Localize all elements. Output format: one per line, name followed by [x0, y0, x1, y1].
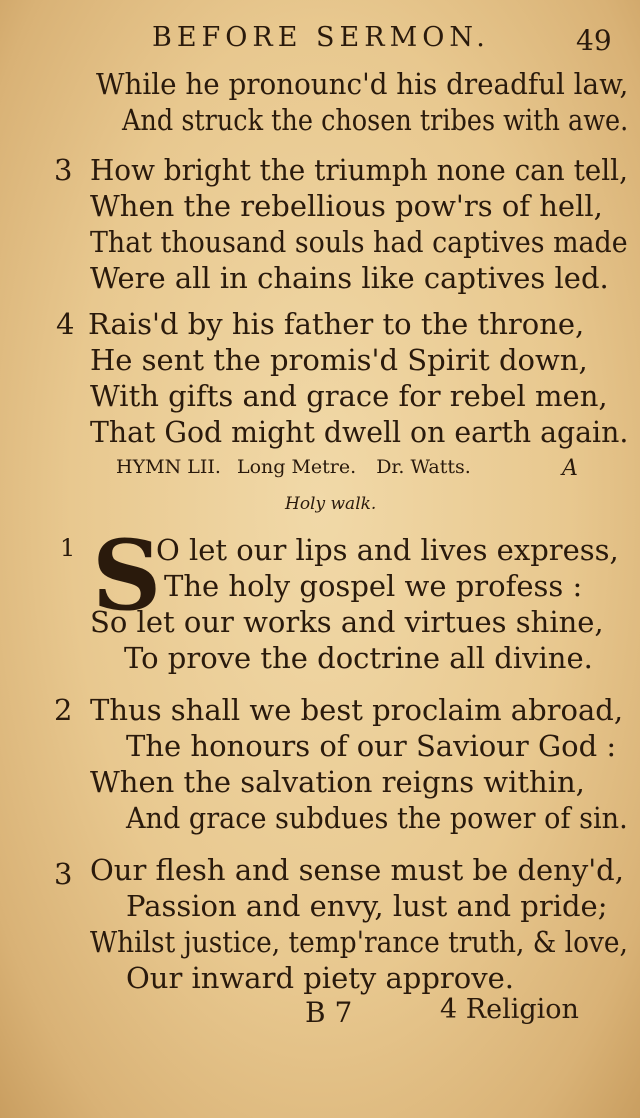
hymn-number: HYMN LII. — [116, 456, 221, 478]
verse-line: To prove the doctrine all divine. — [124, 641, 593, 675]
page-number: 49 — [576, 24, 612, 57]
verse-line: Rais'd by his father to the throne, — [88, 307, 585, 341]
verse-line: With gifts and grace for rebel men, — [90, 379, 608, 413]
verse-number: 4 — [56, 307, 75, 341]
verse-line: Our flesh and sense must be deny'd, — [90, 853, 624, 887]
catchword: 4 Religion — [440, 994, 579, 1025]
hymn-title — [116, 456, 578, 481]
verse-line: Our inward piety approve. — [126, 961, 515, 995]
verse-line: That God might dwell on earth again. — [90, 415, 629, 449]
drop-cap: S — [92, 519, 162, 632]
running-head: BEFORE SERMON. — [152, 22, 490, 53]
verse-line: O let our lips and lives express, — [156, 533, 619, 567]
verse-line: Whilst justice, temp'rance truth, & love, — [90, 925, 628, 959]
hymn-meter: Long Metre. — [236, 456, 357, 478]
verse-number: 3 — [54, 857, 73, 891]
verse-line: When the salvation reigns within, — [90, 765, 585, 799]
verse-number: 1 — [60, 534, 76, 562]
verse-line: While he pronounc'd his dreadful law, — [96, 67, 629, 101]
verse-line: That thousand souls had captives made — [90, 225, 628, 259]
hymn-author: Dr. Watts. — [376, 456, 471, 478]
verse-line: When the rebellious pow'rs of hell, — [90, 189, 603, 223]
verse-line: Were all in chains like captives led. — [90, 261, 609, 295]
verse-line: So let our works and virtues shine, — [90, 605, 604, 639]
hymn-subject: Holy walk. — [285, 494, 377, 514]
page-header — [0, 22, 640, 62]
hymn-subject-start: A — [562, 456, 578, 481]
verse-number: 3 — [54, 153, 73, 187]
verse-line: And grace subdues the power of sin. — [126, 801, 628, 835]
verse-line: The holy gospel we profess : — [164, 569, 583, 603]
verse-line: Passion and envy, lust and pride; — [126, 889, 608, 923]
verse-line: Thus shall we best proclaim abroad, — [90, 693, 624, 727]
verse-line: The honours of our Saviour God : — [126, 729, 617, 763]
verse-number: 2 — [54, 693, 73, 727]
verse-line: And struck the chosen tribes with awe. — [122, 103, 629, 137]
verse-line: How bright the triumph none can tell, — [90, 153, 628, 187]
verse-line: He sent the promis'd Spirit down, — [90, 343, 588, 377]
signature-mark: B 7 — [305, 996, 353, 1029]
